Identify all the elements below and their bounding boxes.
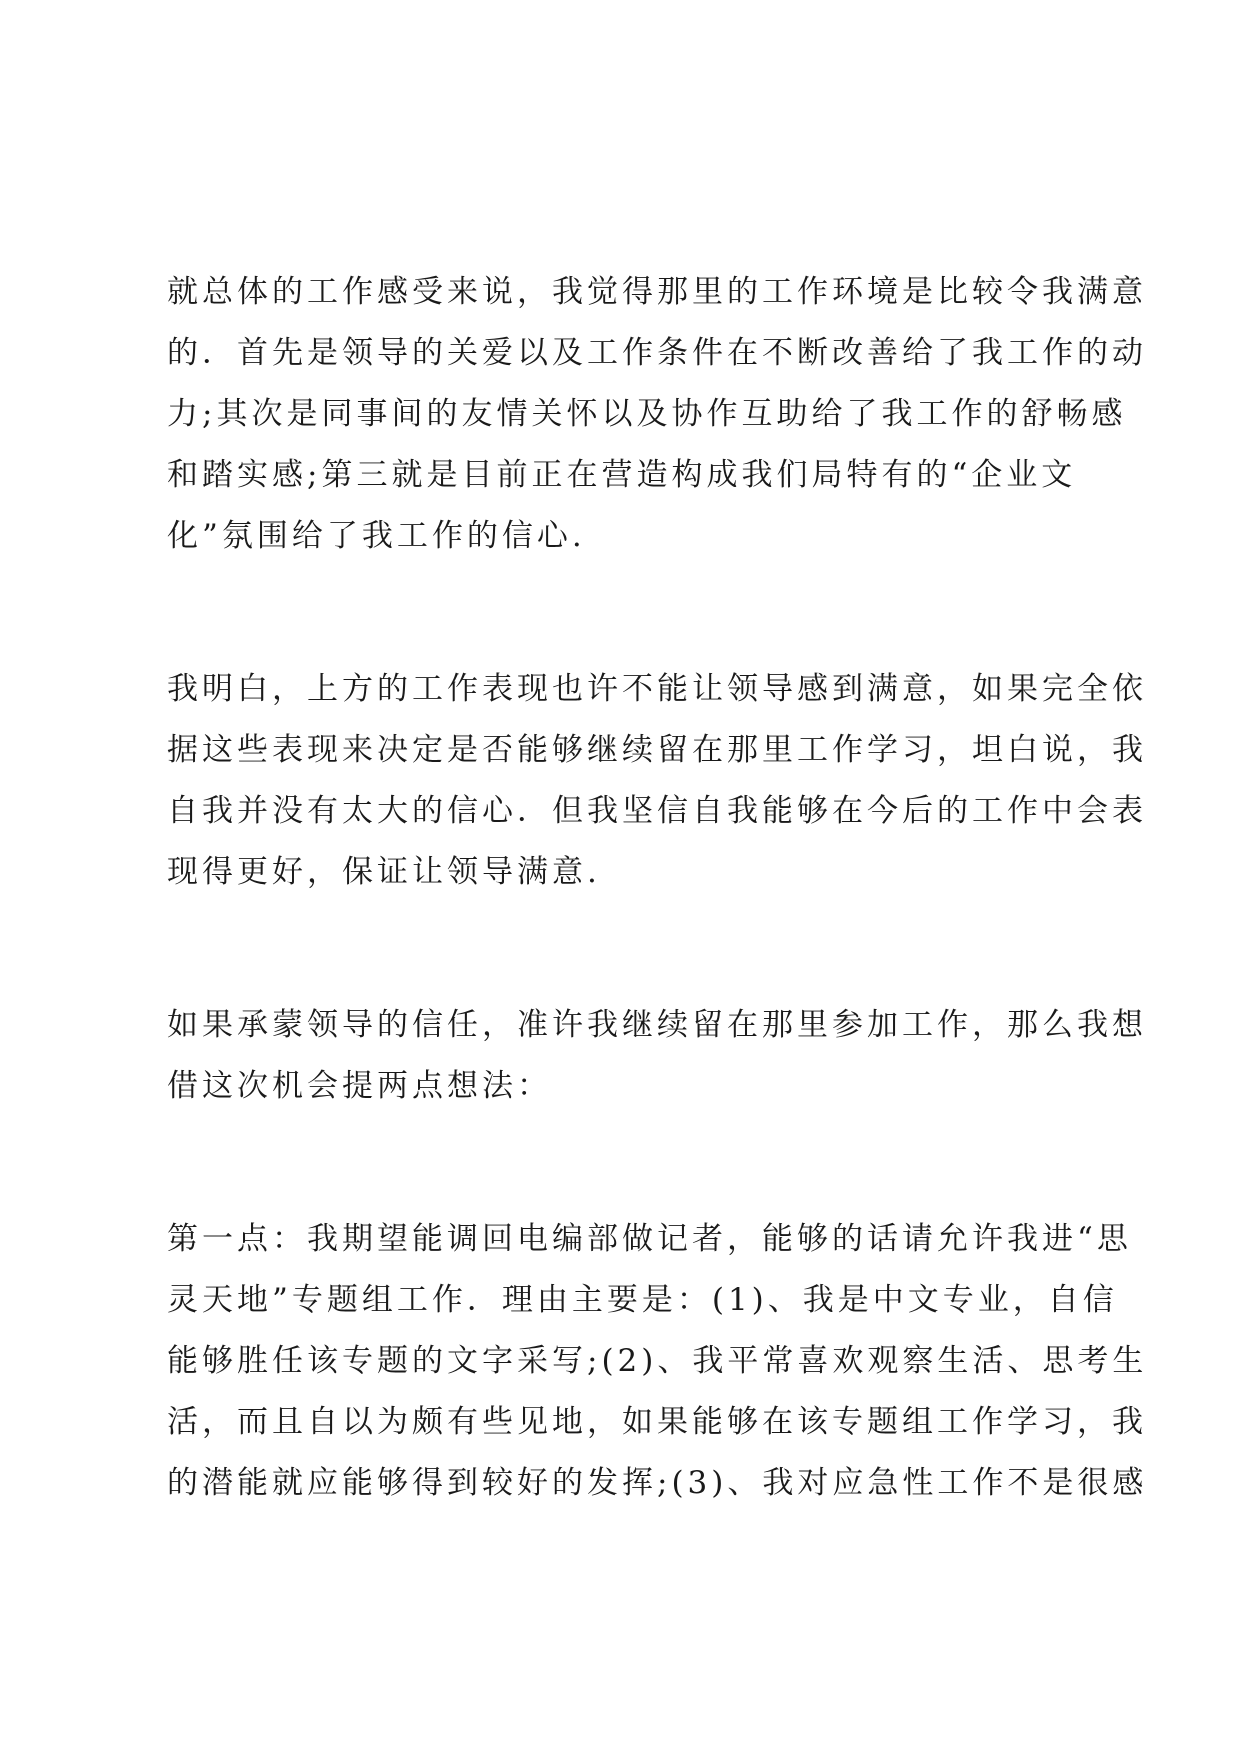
paragraph-proposal-intro: [167, 995, 1147, 1117]
text-line: 就总体的工作感受来说，我觉得那里的工作环境是比较令我满意: [167, 274, 1147, 310]
paragraph-first-point: [167, 1209, 1148, 1514]
text-line: 和踏实感;第三就是目前正在营造构成我们局特有的“企业文: [167, 457, 1077, 493]
text-line: 据这些表现来决定是否能够继续留在那里工作学习，坦白说，我: [167, 732, 1147, 768]
paragraph-gap: [167, 567, 1091, 659]
text-line: 第一点：我期望能调回电编部做记者，能够的话请允许我进“思: [167, 1221, 1132, 1257]
text-line: 的潜能就应能够得到较好的发挥;(3)、我对应急性工作不是很感: [167, 1465, 1148, 1501]
document-body: [167, 262, 1148, 1514]
paragraph-gap: [167, 903, 1091, 995]
text-line: 化”氛围给了我工作的信心.: [167, 518, 586, 554]
text-line: 现得更好，保证让领导满意.: [167, 854, 601, 890]
text-line: 我明白，上方的工作表现也许不能让领导感到满意，如果完全依: [167, 671, 1147, 707]
paragraph-work-feelings: [167, 262, 1147, 567]
text-line: 自我并没有太大的信心．但我坚信自我能够在今后的工作中会表: [167, 793, 1147, 829]
paragraph-gap: [167, 1117, 1091, 1209]
text-line: 如果承蒙领导的信任，准许我继续留在那里参加工作，那么我想: [167, 1007, 1147, 1043]
text-line: 力;其次是同事间的友情关怀以及协作互助给了我工作的舒畅感: [167, 396, 1127, 432]
paragraph-self-assessment: [167, 659, 1147, 903]
text-line: 能够胜任该专题的文字采写;(2)、我平常喜欢观察生活、思考生: [167, 1343, 1148, 1379]
text-line: 活，而且自以为颇有些见地，如果能够在该专题组工作学习，我: [167, 1404, 1147, 1440]
text-line: 的．首先是领导的关爱以及工作条件在不断改善给了我工作的动: [167, 335, 1147, 371]
text-line: 借这次机会提两点想法：: [167, 1068, 552, 1104]
text-line: 灵天地”专题组工作．理由主要是：(1)、我是中文专业，自信: [167, 1282, 1118, 1318]
